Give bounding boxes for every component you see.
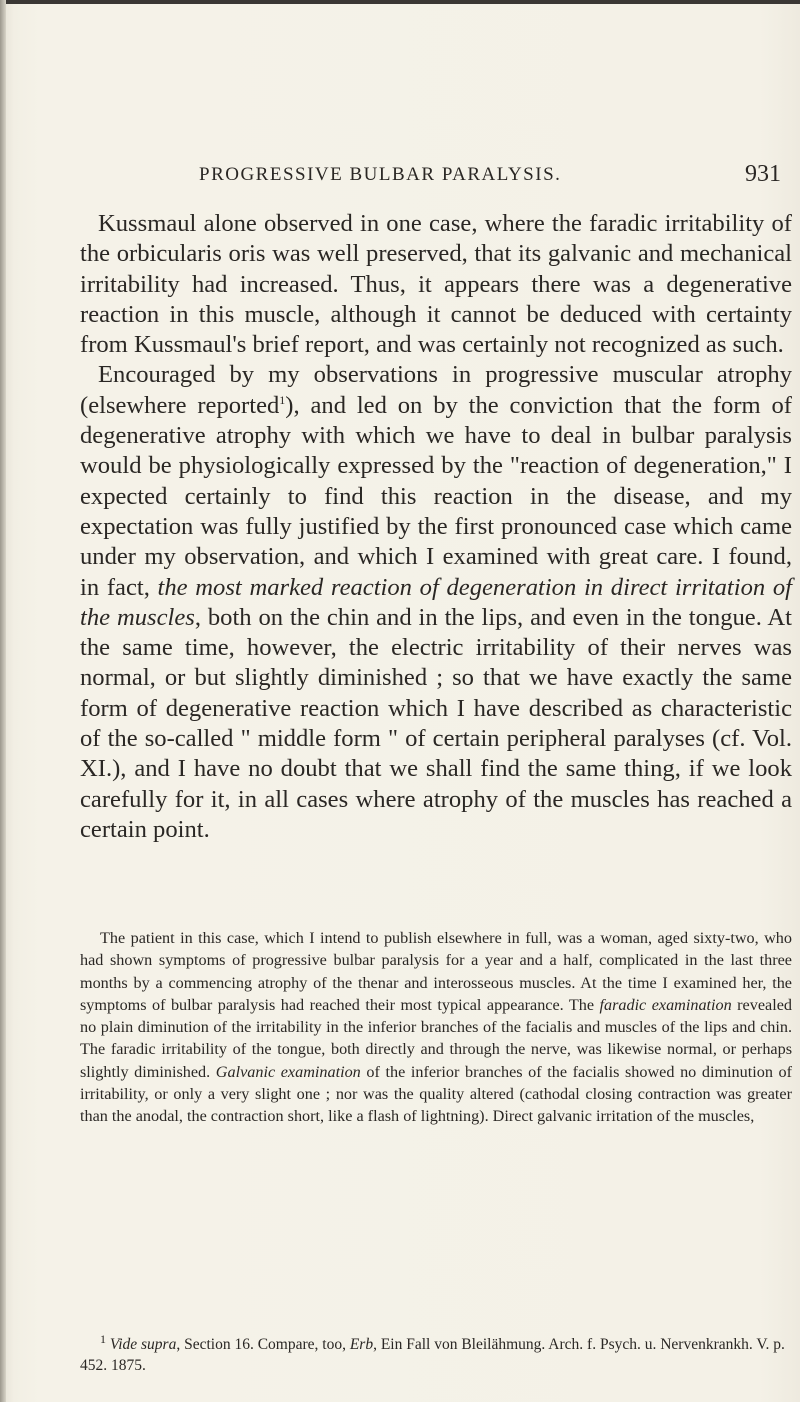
page-header [90,161,796,201]
paragraph-2-text-b: ), and led on by the conviction that the form of degenerative atrophy with which we have to deal in bulbar paralysis would be physiologically expressed by the "reaction of degeneration," I expected certainly to find this reaction in the disease, and my expectation was fully justified by the first pronounced case which came under my observation, and which I examined with great care. I found, in fact, [80,391,792,601]
case-note-text-c: of the inferior branches of the facialis showed no diminution of irritability, or only a very slight one ; nor was the quality altered (cathodal closing contraction was greater than the anodal, the contraction short, like a flash of lightning). Direct galvanic irritation of the muscles, [80,1062,793,1126]
galvanic-examination-italic: Galvanic examination [215,1062,361,1081]
paragraph-2-text-a: Encouraged by my observations in progressive muscular atrophy (elsewhere reported [80,361,792,419]
case-note-paragraph [80,927,792,1128]
page-number: 931 [745,161,781,187]
case-note [80,927,792,1128]
case-note-text-b: revealed no plain diminution of the irritability in the inferior branches of the facialis and muscles of the lips and chin. The faradic irritability of the tongue, both directly and through the nerve, was likewise normal, or perhaps slightly diminished. [80,995,792,1081]
footnote-erb: Erb [349,1336,374,1353]
main-text [80,209,792,845]
footnote-text-a: , Section 16. Compare, too, [176,1336,350,1353]
footnote-vide-supra: Vide supra [109,1336,177,1353]
page-top-edge [0,0,800,4]
faradic-examination-italic: faradic examination [599,995,732,1014]
paragraph-2-italic: the most marked reaction of degeneration in direct irritation of the muscles [80,573,792,631]
page-binding-shadow [0,0,6,1402]
paragraph-2 [80,360,792,845]
case-note-text-a: The patient in this case, which I intend to publish elsewhere in full, was a woman, aged sixty-two, who had shown symptoms of progressive bulbar paralysis for a year and a half, complicated in the last three months by a commencing atrophy of the thenar and interosseous muscles. At the time I examined her, the symptoms of bulbar paralysis had reached their most typical appearance. The [80,929,792,1014]
running-title: PROGRESSIVE BULBAR PARALYSIS. [199,164,562,185]
footnote-text-b: , Ein Fall von Bleilähmung. Arch. f. Psych. u. Nervenkrankh. V. p. 452. 1875. [80,1336,785,1374]
footnote-reference: 1 [279,392,286,407]
footnote-marker: 1 [100,1331,106,1346]
footnote [80,1331,792,1376]
paragraph-1: Kussmaul alone observed in one case, where the faradic irritability of the orbicularis oris was well preserved, that its galvanic and mechanical irritability had increased. Thus, it appears there was a degenerative reaction in this muscle, although it cannot be deduced with certainty from Kussmaul's brief report, and was certainly not recognized as such. [80,210,792,359]
paragraph-2-text-c: , both on the chin and in the lips, and even in the tongue. At the same time, however, the electric irritability of their nerves was normal, or but slightly diminished ; so that we have exactly the same form of degenerative reaction which I have described as characteristic of the so-called " middle form " of certain peripheral paralyses (cf. Vol. XI.), and I have no doubt that we shall find the same thing, if we look carefully for it, in all cases where atrophy of the muscles has reached a certain point. [80,603,792,843]
footnote-paragraph [80,1331,792,1376]
